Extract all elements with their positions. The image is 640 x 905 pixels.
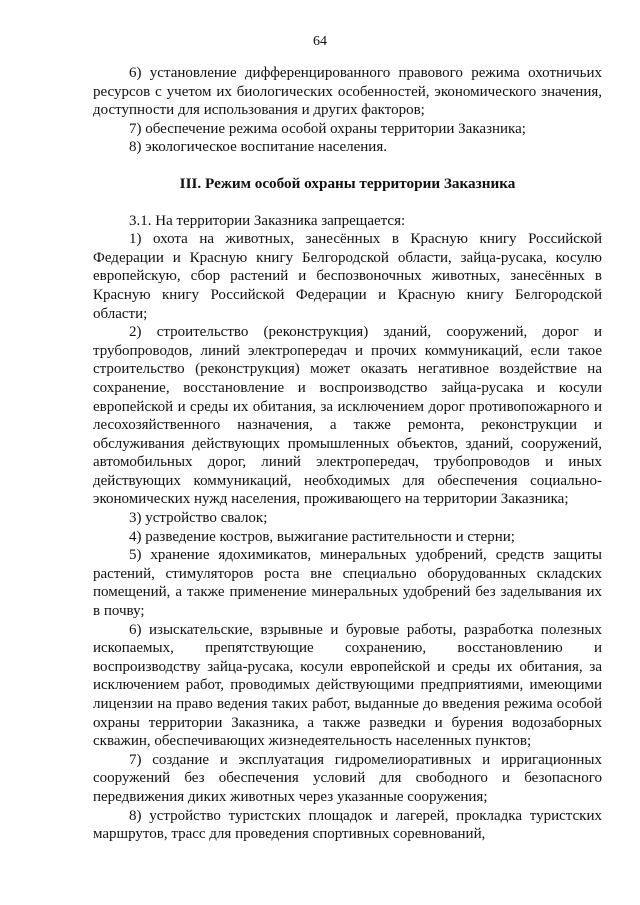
spacer xyxy=(93,157,602,175)
prohibition-item-2: 2) строительство (реконструкция) зданий, сооружений, дорог и трубопроводов, линий электропередач и прочих коммуникаций, если такое строительство (реконструкция) может оказать негативное воздействие на сохранение, восстановление и воспроизводство зайца-русака и косули европейской и среды их обитания, за исключением дорог противопожарного и лесохозяйственного назначения, а также ремонта, реконструкции и обслуживания действующих промышленных объектов, зданий, сооружений, автомобильных дорог, линий электропередач, трубопроводов и иных действующих коммуникаций, необходимых для обеспечения социально-экономических нужд населения, проживающего на территории Заказника; xyxy=(93,324,602,508)
subsection-lead: 3.1. На территории Заказника запрещается: xyxy=(129,212,406,229)
document-body xyxy=(93,64,602,844)
intro-item-8: 8) экологическое воспитание населения. xyxy=(129,139,387,156)
prohibition-item-7: 7) создание и эксплуатация гидромелиоративных и ирригационных сооружений без обеспечения условий для свободного и безопасного передвижения диких животных через указанные сооружения; xyxy=(93,751,602,805)
section-title: III. Режим особой охраны территории Заказника xyxy=(179,174,516,192)
prohibition-item-1: 1) охота на животных, занесённых в Красную книгу Российской Федерации и Красную книгу Белгородской области, зайца-русака, косулю европейскую, сбор растений и беспозвоночных животных, занесённых в Красную книгу Российской Федерации и Красную книгу Белгородской области; xyxy=(93,231,602,322)
spacer xyxy=(93,194,602,212)
prohibition-item-6: 6) изыскательские, взрывные и буровые работы, разработка полезных ископаемых, препятствующие сохранению, восстановлению и воспроизводству зайца-русака, косули европейской и среды их обитания, за исключением работ, проводимых действующими предприятиями, имеющими лицензии на право ведения таких работ, выданные до введения режима особой охраны территории Заказника, а также разведки и бурения водозаборных скважин, обеспечивающих жизнедеятельность населенных пунктов; xyxy=(93,621,602,750)
prohibition-item-5: 5) хранение ядохимикатов, минеральных удобрений, средств защиты растений, стимуляторов роста вне специально оборудованных складских помещений, а также применение минеральных удобрений без заделывания их в почву; xyxy=(93,547,602,620)
prohibition-item-3: 3) устройство свалок; xyxy=(129,510,268,527)
intro-item-7: 7) обеспечение режима особой охраны территории Заказника; xyxy=(129,120,526,137)
intro-item-6: 6) установление дифференцированного правового режима охотничьих ресурсов с учетом их биологических особенностей, экономического значения, доступности для использования и других факторов; xyxy=(93,65,602,119)
page-number: 64 xyxy=(313,34,327,49)
prohibition-item-8: 8) устройство туристских площадок и лагерей, прокладка туристских маршрутов, трасс для проведения спортивных соревнований, xyxy=(93,807,602,843)
prohibition-item-4: 4) разведение костров, выжигание растительности и стерни; xyxy=(129,528,515,545)
